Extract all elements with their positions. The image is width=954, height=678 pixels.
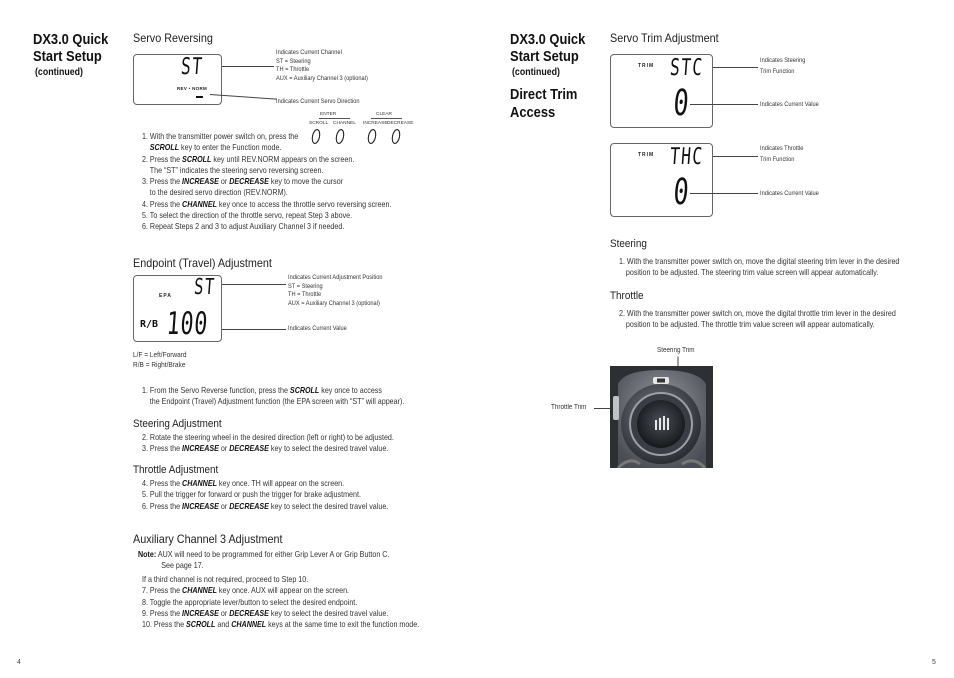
callout-line <box>690 193 758 194</box>
sidebar-title: DX3.0 Quick <box>33 31 109 48</box>
annotation-current-value: Indicates Current Value <box>760 190 819 197</box>
callout-line <box>222 329 286 330</box>
annotation-servo-direction: Indicates Current Servo Direction <box>276 98 360 105</box>
section-heading-endpoint: Endpoint (Travel) Adjustment <box>133 256 272 270</box>
lcd-epa-label: EPA <box>159 293 172 299</box>
lcd-servo-reversing <box>133 54 222 105</box>
callout-line <box>713 156 758 157</box>
sidebar-title-line2: Start Setup <box>33 48 102 65</box>
section-heading-aux-adjustment: Auxiliary Channel 3 Adjustment <box>133 532 283 546</box>
lcd-throttle-trim <box>610 143 713 217</box>
key-label-increase: INCREASE <box>363 121 388 126</box>
aux-steps: If a third channel is not required, proceed to Step 10. 7. Press the CHANNEL key once. AUX will appear on the screen. 8. Toggle the appropriate lever/button to select the desired endpoint. 9. Press the INCREASE or DECREASE key to select the desired travel value. 10. Press the SCROLL and CHANNEL keys at the same time to exit the function mode. <box>142 574 420 630</box>
step-line: 3. Press the INCREASE or DECREASE key to move the cursor <box>142 176 344 187</box>
annotation-throttle-trim-function: Indicates Throttle Trim Function <box>760 145 804 163</box>
step-line: 1. With the transmitter power switch on, press the <box>142 131 299 141</box>
key-label-scroll: SCROLL <box>309 121 329 126</box>
transmitter-photo <box>610 366 713 468</box>
lcd-rev-norm-label: REV • NORM <box>177 86 208 91</box>
section-heading-throttle: Throttle <box>610 290 644 302</box>
annotation-adjustment-position: Indicates Current Adjustment Position ST = Steering TH = Throttle AUX = Auxiliary Channel 3 (optional) <box>288 274 383 307</box>
sidebar-title: DX3.0 Quick <box>510 31 586 48</box>
callout-line <box>690 104 758 105</box>
lcd-channel-text: ST <box>193 275 217 300</box>
annotation-current-channel: Indicates Current Channel ST = Steering TH = Throttle AUX = Auxiliary Channel 3 (optional) <box>276 49 368 82</box>
lcd-rb-label: R/B <box>140 319 159 330</box>
callout-line <box>222 66 274 67</box>
lcd-steering-trim <box>610 54 713 128</box>
key-label-enter: ENTER <box>320 112 337 117</box>
annotation-current-value: Indicates Current Value <box>760 101 819 108</box>
throttle-text: 2. With the transmitter power switch on, move the digital throttle trim lever in the desired position to be adjusted. The throttle trim value screen will appear automatically. <box>619 308 896 330</box>
sidebar-continued: (continued) <box>35 67 83 78</box>
lcd-trim-label: TRIM <box>638 63 655 69</box>
section-heading-servo-reversing: Servo Reversing <box>133 31 213 45</box>
lcd-thc-text: THC <box>669 144 705 170</box>
step-line: The “ST” indicates the steering servo reversing screen. <box>149 164 324 175</box>
sidebar-continued: (continued) <box>512 67 560 78</box>
lcd-value: 0 <box>671 172 692 213</box>
page-number-left: 4 <box>17 659 21 666</box>
lcd-direction-cursor <box>196 96 203 98</box>
steering-adjustment-steps: 2. Rotate the steering wheel in the desired direction (left or right) to be adjusted. 3. Press the INCREASE or DECREASE key to select the desired travel value. <box>142 432 394 454</box>
label-steering-trim: Steering Trim <box>657 347 695 354</box>
step-line: 5. To select the direction of the throttle servo, repeat Step 3 above. <box>142 210 353 221</box>
section-heading-servo-trim: Servo Trim Adjustment <box>610 31 719 45</box>
section-heading-steering-adjustment: Steering Adjustment <box>133 418 222 430</box>
sidebar-title-line2: Start Setup <box>510 48 579 65</box>
step-line: 6. Repeat Steps 2 and 3 to adjust Auxiliary Channel 3 if needed. <box>142 221 345 232</box>
endpoint-legend: L/F = Left/Forward R/B = Right/Brake <box>133 350 187 369</box>
lcd-value: 100 <box>165 306 210 342</box>
throttle-adjustment-steps: 4. Press the CHANNEL key once. TH will appear on the screen. 5. Pull the trigger for forward or push the trigger for brake adjustment. 6. Press the INCREASE or DECREASE key to select the desired travel value. <box>142 478 389 511</box>
key-bracket <box>371 118 402 119</box>
endpoint-step1: 1. From the Servo Reverse function, press the SCROLL key once to access the Endpoint (Travel) Adjustment function (the EPA screen with “ST” will appear). <box>142 385 405 407</box>
section-heading-steering: Steering <box>610 238 647 250</box>
lcd-value: 0 <box>671 83 692 124</box>
sidebar-title-direct-trim: Direct Trim <box>510 86 578 103</box>
step-line: to the desired servo direction (REV.NORM). <box>149 187 288 198</box>
annotation-current-value: Indicates Current Value <box>288 325 347 332</box>
servo-reversing-steps <box>142 131 432 233</box>
section-heading-throttle-adjustment: Throttle Adjustment <box>133 464 219 476</box>
key-label-clear: CLEAR <box>376 112 392 117</box>
page-number-right: 5 <box>932 659 936 666</box>
steering-text: 1. With the transmitter power switch on, move the digital steering trim lever in the desired position to be adjusted. The steering trim value screen will appear automatically. <box>619 256 900 278</box>
key-label-channel: CHANNEL <box>333 121 356 126</box>
callout-line <box>222 284 286 285</box>
lcd-stc-text: STC <box>669 55 705 81</box>
lcd-endpoint <box>133 275 222 342</box>
step-line: 4. Press the CHANNEL key once to access the throttle servo reversing screen. <box>142 198 392 209</box>
callout-line <box>713 67 758 68</box>
key-label-decrease: DECREASE <box>387 121 414 126</box>
sidebar-title-access: Access <box>510 104 556 121</box>
step-line: SCROLL key to enter the Function mode. <box>149 142 282 153</box>
annotation-steering-trim-function: Indicates Steering Trim Function <box>760 57 806 75</box>
lcd-channel-text: ST <box>180 54 205 80</box>
label-throttle-trim: Throttle Trim <box>551 404 587 411</box>
key-bracket <box>319 118 350 119</box>
lcd-trim-label: TRIM <box>638 152 655 158</box>
aux-note: Note: AUX will need to be programmed for either Grip Lever A or Grip Button C. See page 17. <box>138 549 390 571</box>
step-line: 2. Press the SCROLL key until REV.NORM appears on the screen. <box>142 153 355 164</box>
